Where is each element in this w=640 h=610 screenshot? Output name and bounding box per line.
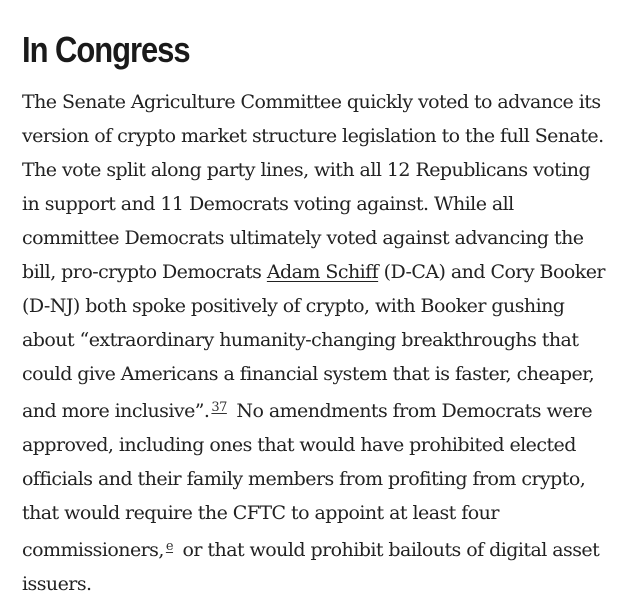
line-text: and more inclusive”. (22, 400, 210, 422)
paragraph-line (22, 391, 622, 428)
paragraph-line: could give Americans a financial system that is faster, cheaper, (22, 363, 595, 385)
section-heading: In Congress (22, 29, 190, 70)
line-text: commissioners, (22, 539, 164, 561)
paragraph-line: about “extraordinary humanity-changing breakthroughs that (22, 329, 579, 351)
adam-schiff-link[interactable]: Adam Schiff (266, 261, 379, 283)
paragraph-line: issuers. (22, 573, 92, 595)
paragraph-line (22, 530, 622, 567)
line-text: or that would prohibit bailouts of digital asset (177, 539, 600, 561)
article-paragraph (22, 85, 622, 601)
paragraph-line: (D-NJ) both spoke positively of crypto, with Booker gushing (22, 295, 565, 317)
paragraph-line: committee Democrats ultimately voted against advancing the (22, 227, 584, 249)
paragraph-line: officials and their family members from profiting from crypto, (22, 468, 586, 490)
footnote-link-37[interactable]: 37 (211, 400, 227, 415)
paragraph-line: version of crypto market structure legislation to the full Senate. (22, 125, 604, 147)
paragraph-line: in support and 11 Democrats voting against. While all (22, 193, 514, 215)
paragraph-line (22, 255, 622, 289)
paragraph-line: The Senate Agriculture Committee quickly voted to advance its (22, 91, 601, 113)
line-text: (D-CA) and Cory Booker (378, 261, 605, 283)
footnote-link-e[interactable]: e (165, 539, 174, 554)
paragraph-line: The vote split along party lines, with all 12 Republicans voting (22, 159, 591, 181)
paragraph-line: that would require the CFTC to appoint at least four (22, 502, 499, 524)
line-text: No amendments from Democrats were (230, 400, 593, 422)
line-text: bill, pro-crypto Democrats (22, 261, 267, 283)
paragraph-line: approved, including ones that would have prohibited elected (22, 434, 576, 456)
